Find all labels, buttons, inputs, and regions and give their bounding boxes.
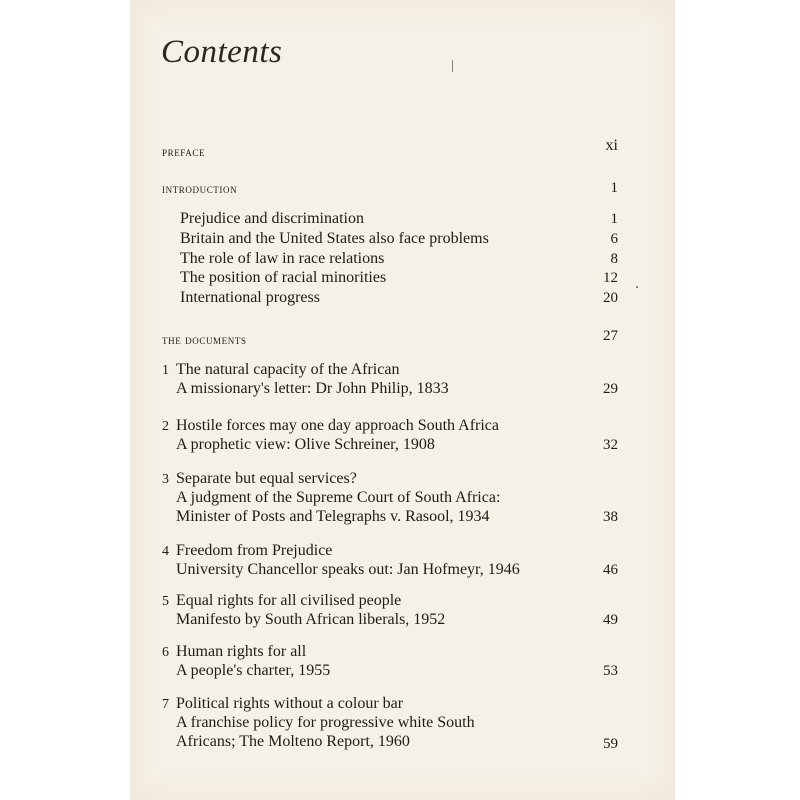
intro-item-3-page: 12 [603,270,618,286]
intro-item-4: International progress [180,289,320,306]
doc-item-4-title: 4 Freedom from Prejudice [162,541,332,562]
doc-item-3-page: 38 [603,509,618,525]
doc-item-2-page: 32 [603,437,618,453]
doc-item-7-line-2: A franchise policy for progressive white South [176,714,475,731]
introduction-page: 1 [610,180,618,196]
doc-item-3-number: 3 [162,472,169,487]
doc-item-2-number: 2 [162,419,169,434]
doc-item-1-number: 1 [162,363,169,378]
doc-item-3-line-2: A judgment of the Supreme Court of South Africa: [176,489,501,506]
intro-item-2: The role of law in race relations [180,250,385,267]
intro-item-0: Prejudice and discrimination [180,210,364,227]
paper-speck [636,286,638,288]
preface-page: xi [605,137,618,154]
doc-item-5-page: 49 [603,612,618,628]
doc-item-4-page: 46 [603,562,618,578]
doc-item-3-title: 3 Separate but equal services? [162,469,357,490]
documents-heading: the documents [162,332,247,347]
introduction-heading: introduction [162,181,238,196]
doc-item-2-subtitle: A prophetic view: Olive Schreiner, 1908 [176,436,435,453]
paper-speck [452,60,453,72]
doc-item-1-page: 29 [603,381,618,397]
doc-item-4-subtitle: University Chancellor speaks out: Jan Hofmeyr, 1946 [176,561,520,578]
doc-item-7-title: 7 Political rights without a colour bar [162,694,403,715]
doc-item-5-title: 5 Equal rights for all civilised people [162,591,401,612]
intro-item-1-page: 6 [610,231,618,247]
intro-item-4-page: 20 [603,290,618,306]
doc-item-6-title: 6 Human rights for all [162,642,306,663]
doc-item-1-title: 1 The natural capacity of the African [162,360,399,381]
doc-item-1-subtitle: A missionary's letter: Dr John Philip, 1833 [176,380,449,397]
doc-item-6-subtitle: A people's charter, 1955 [176,662,331,679]
documents-page: 27 [603,328,618,344]
preface-heading: preface [162,144,206,159]
doc-item-2-title: 2 Hostile forces may one day approach South Africa [162,416,499,437]
doc-item-5-subtitle: Manifesto by South African liberals, 1952 [176,611,446,628]
intro-item-2-page: 8 [610,251,618,267]
page-title: Contents [161,34,283,70]
doc-item-5-number: 5 [162,594,169,609]
doc-item-4-number: 4 [162,544,169,559]
doc-item-6-page: 53 [603,663,618,679]
doc-item-7-line-3: Africans; The Molteno Report, 1960 [176,733,410,750]
intro-item-0-page: 1 [610,211,618,227]
doc-item-3-line-3: Minister of Posts and Telegraphs v. Rasool, 1934 [176,508,490,525]
doc-item-7-page: 59 [603,736,618,752]
intro-item-3: The position of racial minorities [180,269,387,286]
intro-item-1: Britain and the United States also face problems [180,230,489,247]
doc-item-7-number: 7 [162,697,169,712]
doc-item-6-number: 6 [162,645,169,660]
